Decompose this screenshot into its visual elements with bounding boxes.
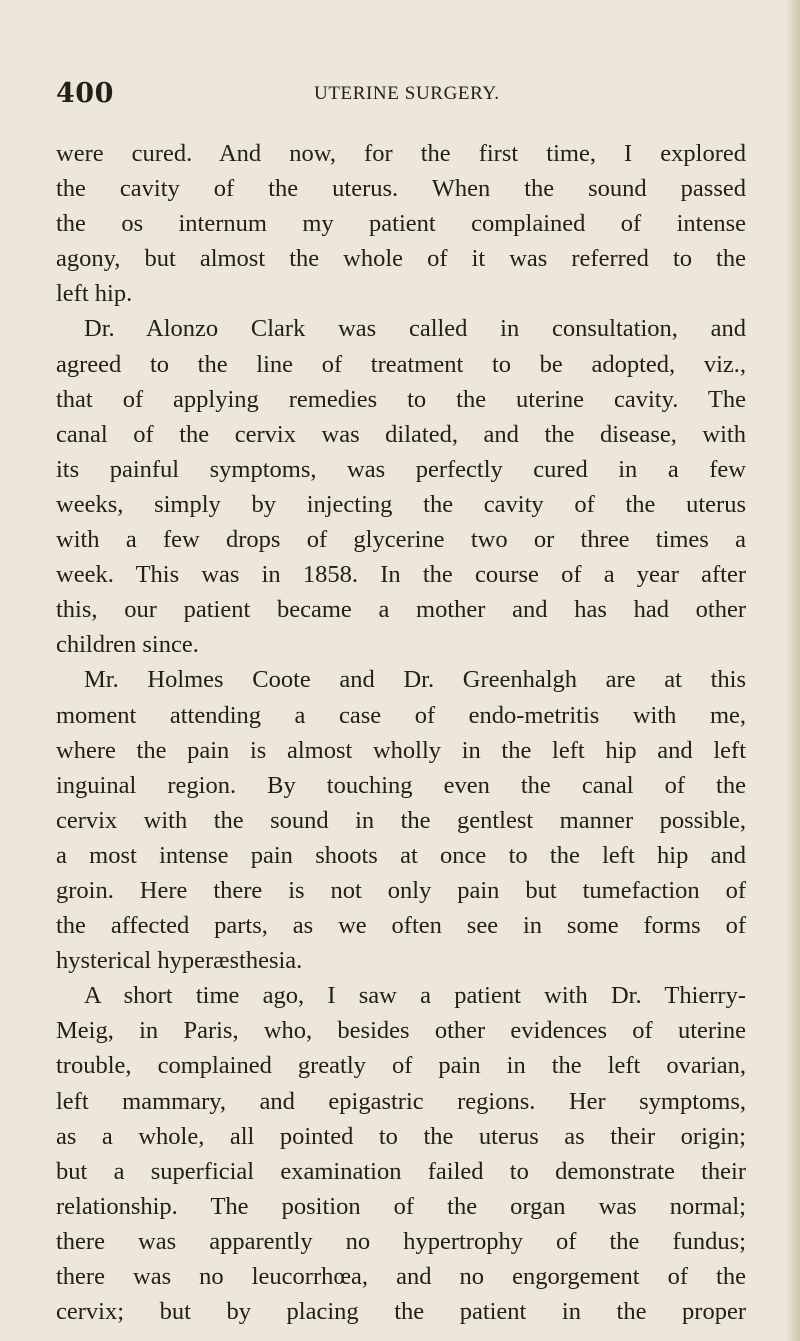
text-line: left hip.	[56, 280, 133, 308]
text-line: moment attending a case of endo-metritis with me,	[56, 701, 746, 729]
text-line: there was no leucorrhœa, and no engorgement of the	[56, 1263, 746, 1290]
text-line: Meig, in Paris, who, besides other evidences of uterine	[56, 1017, 746, 1045]
text-line: relationship. The position of the organ was normal;	[56, 1192, 746, 1220]
text-line: a most intense pain shoots at once to the left hip and	[56, 841, 746, 869]
text-line: its painful symptoms, was perfectly cured in a few	[56, 455, 746, 483]
text-line: inguinal region. By touching even the canal of the	[56, 771, 746, 799]
text-line: left mammary, and epigastric regions. Her symptoms,	[56, 1087, 746, 1115]
text-line: cervix with the sound in the gentlest manner possible,	[56, 806, 746, 834]
text-line: with a few drops of glycerine two or three times a	[56, 526, 746, 554]
page-number: 400	[56, 78, 114, 109]
text-line: this, our patient became a mother and has had other	[56, 596, 746, 624]
text-line: Dr. Alonzo Clark was called in consultation, and	[84, 315, 746, 343]
text-line: the os internum my patient complained of intense	[56, 210, 746, 238]
page-header	[56, 78, 746, 118]
text-line: A short time ago, I saw a patient with Dr. Thierry-	[84, 982, 746, 1010]
text-line: agreed to the line of treatment to be adopted, viz.,	[56, 350, 746, 378]
text-line: where the pain is almost wholly in the left hip and left	[56, 736, 746, 764]
text-line: the affected parts, as we often see in some forms of	[56, 912, 746, 940]
text-line: hysterical hyperæsthesia.	[56, 947, 303, 975]
text-line: groin. Here there is not only pain but tumefaction of	[56, 876, 746, 904]
page-edge-shadow	[786, 0, 800, 1341]
text-line: children since.	[56, 631, 199, 659]
text-line: canal of the cervix was dilated, and the disease, with	[56, 420, 746, 448]
text-line: week. This was in 1858. In the course of a year after	[56, 561, 746, 589]
text-line: but a superficial examination failed to demonstrate their	[56, 1157, 746, 1185]
text-line: cervix; but by placing the patient in the proper	[56, 1298, 746, 1326]
text-line: Mr. Holmes Coote and Dr. Greenhalgh are at this	[84, 666, 746, 694]
text-line: the cavity of the uterus. When the sound passed	[56, 175, 746, 203]
text-line: that of applying remedies to the uterine cavity. The	[56, 385, 746, 413]
text-line: trouble, complained greatly of pain in the left ovarian,	[56, 1052, 746, 1080]
text-line: as a whole, all pointed to the uterus as their origin;	[56, 1122, 746, 1150]
text-line: agony, but almost the whole of it was referred to the	[56, 245, 746, 273]
text-line: were cured. And now, for the first time, I explored	[56, 140, 746, 167]
running-head: UTERINE SURGERY.	[314, 83, 500, 104]
text-line: there was apparently no hypertrophy of the fundus;	[56, 1227, 746, 1255]
body-text	[56, 136, 746, 1329]
text-line: weeks, simply by injecting the cavity of the uterus	[56, 490, 746, 518]
